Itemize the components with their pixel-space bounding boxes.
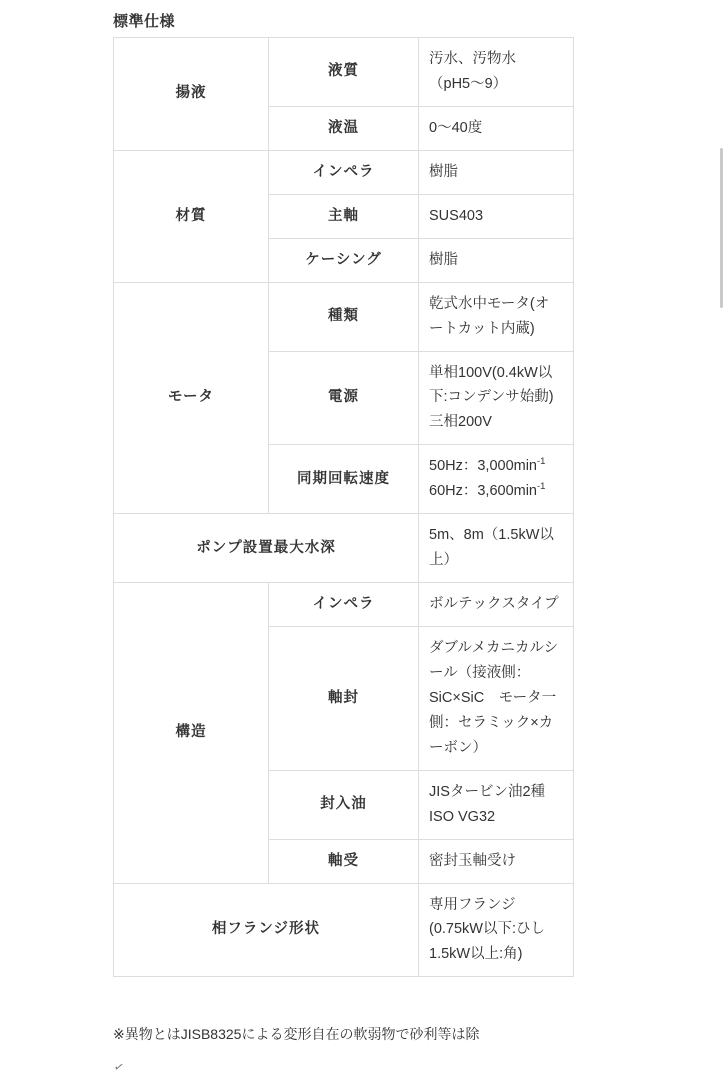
value-cell: 0〜40度 [419, 106, 574, 150]
page-title: 標準仕様 [113, 13, 176, 30]
value-cell: 汚水、汚物水（pH5〜9） [419, 38, 574, 107]
subitem-cell: ケーシング [269, 238, 419, 282]
subitem-cell: 液温 [269, 106, 419, 150]
subitem-cell: 液質 [269, 38, 419, 107]
table-row [114, 282, 574, 351]
value-cell: 密封玉軸受け [419, 839, 574, 883]
category-cell: 構造 [114, 583, 269, 883]
value-cell: 樹脂 [419, 150, 574, 194]
expand-caret-icon[interactable]: ✓ [112, 1059, 126, 1075]
table-row [114, 583, 574, 627]
value-cell: 単相100V(0.4kW以下:コンデンサ始動) 三相200V [419, 351, 574, 445]
value-cell: 専用フランジ(0.75kW以下:ひし 1.5kW以上:角) [419, 883, 574, 977]
subitem-cell: 軸封 [269, 627, 419, 771]
category-cell: ポンプ設置最大水深 [114, 514, 419, 583]
subitem-cell: 電源 [269, 351, 419, 445]
value-cell: 乾式水中モータ(オートカット内蔵) [419, 282, 574, 351]
value-cell: ダブルメカニカルシール（接液側：SiC×SiC モータ一側：セラミック×カーボン） [419, 627, 574, 771]
subitem-cell: 同期回転速度 [269, 445, 419, 514]
value-cell: JISタービン油2種ISO VG32 [419, 770, 574, 839]
subitem-cell: 主軸 [269, 194, 419, 238]
value-cell: SUS403 [419, 194, 574, 238]
table-row [114, 883, 574, 977]
category-cell: 相フランジ形状 [114, 883, 419, 977]
subitem-cell: インペラ [269, 150, 419, 194]
value-cell: 樹脂 [419, 238, 574, 282]
subitem-cell: 軸受 [269, 839, 419, 883]
category-cell: 材質 [114, 150, 269, 282]
vertical-scrollbar[interactable] [719, 0, 725, 1080]
subitem-cell: インペラ [269, 583, 419, 627]
category-cell: 揚液 [114, 38, 269, 151]
subitem-cell: 種類 [269, 282, 419, 351]
category-cell: モータ [114, 282, 269, 514]
footnote-text: ※異物とはJISB8325による変形自在の軟弱物で砂利等は除 [113, 1026, 480, 1042]
value-cell: 50Hz：$3,000\min^{-1}$ 60Hz：$3,600\min^{-1}$ [419, 445, 574, 514]
value-cell: ボルテックスタイプ [419, 583, 574, 627]
table-row [114, 150, 574, 194]
value-cell: 5m、8m（1.5kW以上） [419, 514, 574, 583]
standard-spec-table [113, 37, 574, 977]
table-row [114, 514, 574, 583]
table-row [114, 38, 574, 107]
subitem-cell: 封入油 [269, 770, 419, 839]
scrollbar-thumb[interactable] [720, 148, 723, 308]
table-body [114, 38, 574, 977]
